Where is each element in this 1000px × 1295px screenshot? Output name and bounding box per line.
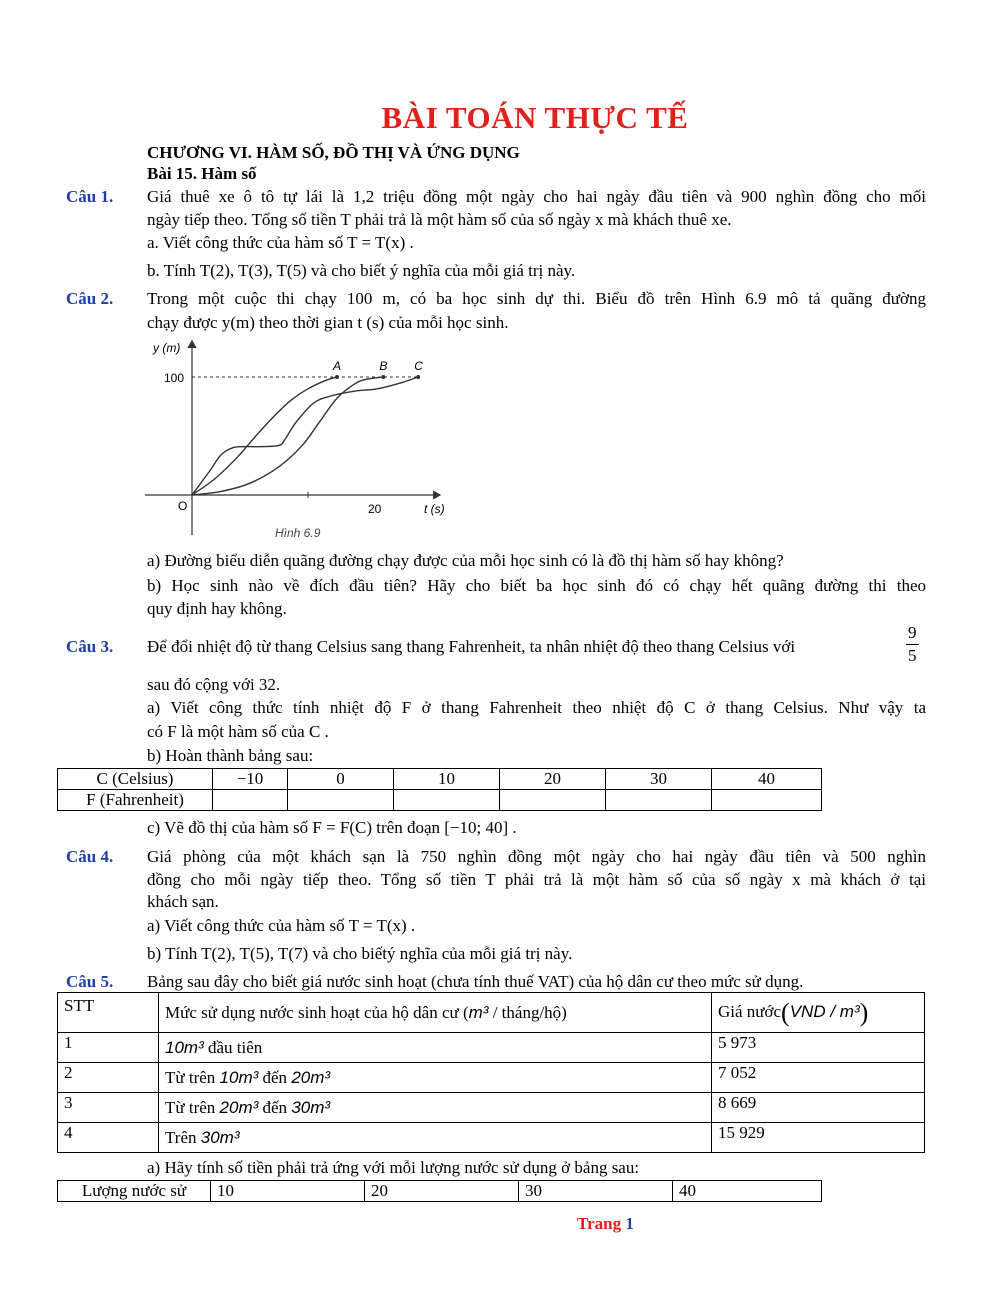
question-3-part-c: c) Vẽ đồ thị của hàm số F = F(C) trên đoạn [−10; 40] .	[147, 818, 517, 837]
table-row	[58, 1093, 925, 1123]
series-label-a: A	[333, 359, 342, 373]
water-price-table	[57, 992, 925, 1153]
question-5-label: Câu 5.	[66, 972, 114, 991]
lesson-heading: Bài 15. Hàm số	[147, 164, 257, 183]
fraction-numerator: 9	[906, 622, 919, 645]
fraction-denominator: 5	[908, 646, 917, 665]
series-label-b: B	[379, 359, 388, 373]
x-axis-label: t (s)	[424, 502, 445, 516]
distance-time-chart	[140, 335, 460, 545]
usage-to: 30m³	[291, 1097, 331, 1117]
table-cell: −10	[213, 769, 288, 790]
question-5-part-a: a) Hãy tính số tiền phải trả ứng với mỗi lượng nước sử dụng ở bảng sau:	[147, 1158, 640, 1177]
page-footer	[577, 1214, 634, 1234]
fraction-nine-fifths	[906, 622, 919, 667]
page-word: Trang	[577, 1214, 622, 1233]
row-usage	[159, 1033, 712, 1063]
question-2-part-b-line-1: b) Học sinh nào về đích đầu tiên? Hãy cho biết ba học sinh đó có chạy hết quãng đường thi theo	[147, 576, 926, 595]
usage-from: 10m³	[219, 1067, 259, 1087]
row-usage	[159, 1093, 712, 1123]
question-1-line-2: ngày tiếp theo. Tổng số tiền T phải trả là một hàm số của số ngày x mà khách thuê xe.	[147, 210, 732, 229]
row-usage	[159, 1063, 712, 1093]
usage-mid: đến	[258, 1067, 292, 1087]
table-row	[58, 1063, 925, 1093]
series-end-point-b	[381, 375, 385, 379]
question-4-part-a: a) Viết công thức của hàm số T = T(x) .	[147, 916, 416, 935]
row-stt: 2	[58, 1063, 159, 1093]
celsius-fahrenheit-table	[57, 768, 822, 811]
question-2-line-1: Trong một cuộc thi chạy 100 m, có ba học sinh dự thi. Biểu đồ trên Hình 6.9 mô tả quãng đường	[147, 289, 926, 308]
header-price: Giá nước(VND / m³)	[712, 993, 925, 1033]
table-cell: 40	[712, 769, 822, 790]
series-end-point-c	[416, 375, 420, 379]
table-cell: 40	[673, 1181, 822, 1202]
chapter-heading: CHƯƠNG VI. HÀM SỐ, ĐỒ THỊ VÀ ỨNG DỤNG	[147, 143, 520, 162]
table-cell	[712, 790, 822, 811]
table-cell	[288, 790, 394, 811]
header-usage	[159, 993, 712, 1033]
question-4-line-1: Giá phòng của một khách sạn là 750 nghìn đồng một ngày cho hai ngày đầu tiên và 500 nghìn	[147, 847, 926, 866]
question-3-line-2: sau đó cộng với 32.	[147, 675, 281, 694]
question-3-label: Câu 3.	[66, 637, 114, 656]
question-3-part-b: b) Hoàn thành bảng sau:	[147, 746, 314, 765]
header-usage-suffix: / tháng/hộ)	[488, 1002, 567, 1022]
row-stt: 3	[58, 1093, 159, 1123]
usage-to: 20m³	[291, 1067, 331, 1087]
row-stt: 4	[58, 1123, 159, 1153]
table-cell: 10	[394, 769, 500, 790]
question-4-label: Câu 4.	[66, 847, 114, 866]
question-1-part-b: b. Tính T(2), T(3), T(5) và cho biết ý nghĩa của mỗi giá trị này.	[147, 261, 576, 280]
series-label-c: C	[414, 359, 423, 373]
usage-prefix: Từ trên	[165, 1097, 220, 1117]
water-usage-table	[57, 1180, 822, 1202]
row-price: 15 929	[712, 1123, 925, 1153]
header-price-text: Giá nước	[718, 1001, 782, 1021]
table-cell: 20	[365, 1181, 519, 1202]
y-axis-label: y (m)	[153, 341, 181, 355]
question-2-part-b-line-2: quy định hay không.	[147, 599, 287, 618]
row-usage	[159, 1123, 712, 1153]
table-cell: Lượng nước sử	[58, 1181, 211, 1202]
table-row	[58, 790, 822, 811]
question-1-line-1: Giá thuê xe ô tô tự lái là 1,2 triệu đồng một ngày cho hai ngày đầu tiên và 900 nghìn đồng cho mối	[147, 187, 926, 206]
table-cell	[213, 790, 288, 811]
question-3-part-a-line-1: a) Viết công thức tính nhiệt độ F ở thang Fahrenheit theo nhiệt độ C ở thang Celsius. Như vậy ta	[147, 698, 926, 717]
table-cell	[394, 790, 500, 811]
header-unit-m3: m³	[468, 1002, 489, 1022]
usage-mid: đến	[258, 1097, 292, 1117]
series-line-a	[192, 377, 337, 495]
row-price: 7 052	[712, 1063, 925, 1093]
table-cell: 20	[500, 769, 606, 790]
row-stt: 1	[58, 1033, 159, 1063]
question-1-part-a: a. Viết công thức của hàm số T = T(x) .	[147, 233, 414, 252]
chart-caption: Hình 6.9	[275, 526, 321, 540]
origin-label: O	[178, 499, 188, 513]
table-cell: 30	[519, 1181, 673, 1202]
row-price: 5 973	[712, 1033, 925, 1063]
table-row	[58, 1033, 925, 1063]
usage-prefix: Trên	[165, 1127, 201, 1147]
table-cell: C (Celsius)	[58, 769, 213, 790]
question-2-label: Câu 2.	[66, 289, 114, 308]
table-cell: 0	[288, 769, 394, 790]
table-row	[58, 1123, 925, 1153]
table-row	[58, 1181, 822, 1202]
question-3-line-1: Để đổi nhiệt độ từ thang Celsius sang thang Fahrenheit, ta nhân nhiệt độ theo thang Celsius với	[147, 637, 796, 656]
series-end-point-a	[335, 375, 339, 379]
table-header-row	[58, 993, 925, 1033]
row-price: 8 669	[712, 1093, 925, 1123]
table-cell	[606, 790, 712, 811]
table-cell	[500, 790, 606, 811]
table-row	[58, 769, 822, 790]
question-5-line-1: Bảng sau đây cho biết giá nước sinh hoạt (chưa tính thuế VAT) của hộ dân cư theo mức sử dụng.	[147, 972, 804, 991]
header-stt: STT	[58, 993, 159, 1033]
question-4-line-2: đồng cho mỗi ngày tiếp theo. Tổng số tiền T phải trả là một hàm số của số ngày x mà khách ở tại	[147, 870, 926, 889]
question-4-line-3: khách sạn.	[147, 892, 219, 911]
table-cell: 30	[606, 769, 712, 790]
usage-from: 10m³	[165, 1037, 204, 1057]
question-3-part-a-line-2: có F là một hàm số của C .	[147, 722, 329, 741]
question-1-label: Câu 1.	[66, 187, 114, 206]
question-2-line-2: chạy được y(m) theo thời gian t (s) của mỗi học sinh.	[147, 313, 509, 332]
header-usage-text: Mức sử dụng nước sinh hoạt của hộ dân cư (	[165, 1002, 469, 1022]
question-4-part-b: b) Tính T(2), T(5), T(7) và cho biếtý nghĩa của mỗi giá trị này.	[147, 944, 573, 963]
usage-from: 20m³	[219, 1097, 259, 1117]
y-tick-label-100: 100	[164, 371, 185, 385]
question-2-part-a: a) Đường biểu diễn quãng đường chạy được của mỗi học sinh có là đồ thị hàm số hay không?	[147, 551, 784, 570]
x-tick-label-20: 20	[368, 502, 382, 516]
usage-from: 30m³	[200, 1127, 240, 1147]
table-cell: 10	[211, 1181, 365, 1202]
table-cell: F (Fahrenheit)	[58, 790, 213, 811]
page-title: BÀI TOÁN THỰC TẾ	[381, 100, 689, 135]
usage-mid: đầu tiên	[203, 1037, 263, 1057]
header-unit-vnd: VND / m³	[789, 1001, 860, 1021]
series-line-c	[192, 377, 418, 495]
usage-prefix: Từ trên	[165, 1067, 220, 1087]
page-number: 1	[625, 1214, 634, 1233]
